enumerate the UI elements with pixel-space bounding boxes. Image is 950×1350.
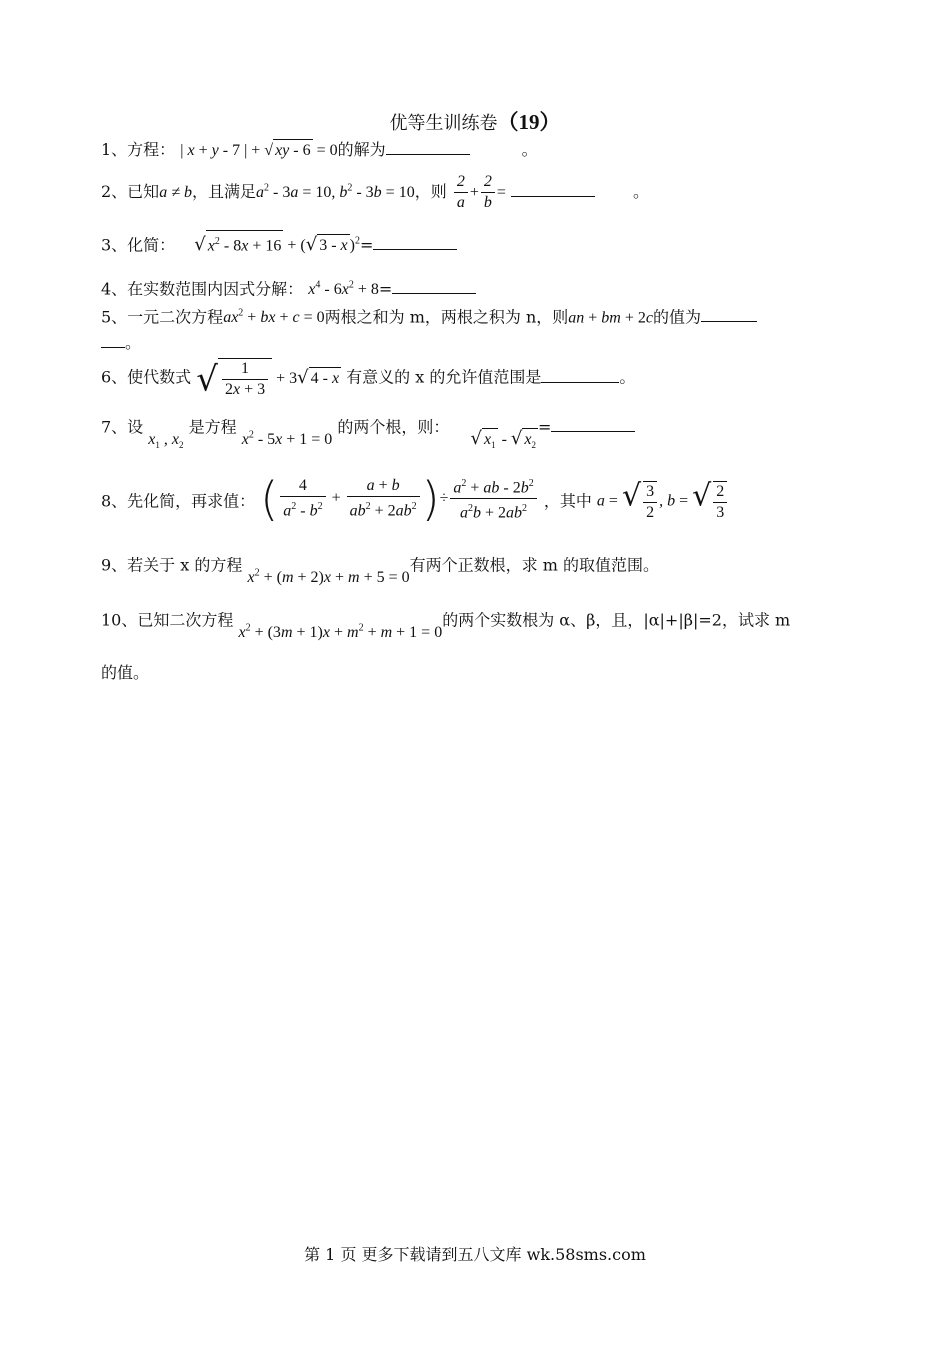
question-10-cont: 的值。	[101, 663, 150, 682]
question-7: 7、设 $x_1$ , $x_2$ 是方程 $x^2 - 5x + 1 = 0$ 的两个根，则： √ $x_1$ - √ $x_2=$	[101, 413, 635, 445]
q5-equation: $ax^2$ + bx + c = 0	[223, 308, 325, 327]
answer-blank[interactable]	[511, 180, 595, 197]
answer-blank[interactable]	[701, 305, 757, 322]
question-5-cont: 。	[101, 331, 141, 354]
answer-blank[interactable]	[551, 415, 635, 432]
q2-condition: a ≠ b	[159, 184, 192, 201]
question-9: 9、若关于 x 的方程 $x^2 + (m + 2)x + m + 5 = 0$有两个正数根，求 m 的取值范围。	[101, 555, 659, 587]
question-2: 2、已知a ≠ b，且满足$a^2 - 3a = 10$, $b^2 - 3b = 10$，则 $\frac{2}{a}$ + $\frac{2}{b}$ = 。	[101, 173, 649, 211]
answer-blank[interactable]	[386, 138, 470, 155]
question-3: 3、化简： √ $x^2 - 8x + 16$ + (√ 3 - x )$^2$=	[101, 230, 457, 257]
page-title: 优等生训练卷（19）	[389, 110, 561, 134]
q4-expression: $x^4 - 6x^2 + 8$	[308, 280, 379, 299]
q7-equation: $x^2 - 5x + 1 = 0$	[241, 430, 333, 449]
q7-expression: √ $x_1$ - √ $x_2$	[471, 431, 539, 448]
q9-equation: $x^2 + (m + 2)x + m + 5 = 0$	[247, 568, 410, 587]
q10-equation: $x^2 + (3m + 1)x + m^2 + m + 1 = 0$	[238, 623, 443, 642]
q8-values: a = √ $\frac{3}{2}$ , b = √ $\frac{2}{3}$	[597, 481, 729, 523]
answer-blank[interactable]	[373, 233, 457, 250]
q3-expression: √ $x^2 - 8x + 16$ + (√ 3 - x )$^2$	[194, 237, 360, 254]
footer: 第 1 页 更多下载请到五八文库 wk.58sms.com	[304, 1245, 646, 1264]
q8-expression: ( $\frac{4}{a^2 - b^2}$ + $\frac{a + b}{ab^2 + 2ab^2}$ )÷ $\frac{a^2 + ab - 2b^2}{a^2b + 2ab^2}$	[260, 474, 538, 524]
question-8: 8、先化简，再求值： ( $\frac{4}{a^2 - b^2}$ + $\frac{a + b}{ab^2 + 2ab^2}$ )÷ $\frac{a^2 + ab - 2b^2}{a^2b + 2ab^2}$ ，其中 a = √ $\frac{3}{2}$ , b = √ $\frac{2}{3}$	[101, 480, 729, 524]
q2-equations: $a^2 - 3a = 10$, $b^2 - 3b = 10$	[255, 182, 415, 201]
answer-blank[interactable]	[541, 366, 619, 383]
q6-expression: √ $\frac{1}{2x + 3}$ + 3√ 4 - x	[196, 359, 340, 399]
question-5: 5、一元二次方程$ax^2$ + bx + c = 0两根之和为 m，两根之积为 n，则an + bm + 2c的值为	[101, 303, 757, 329]
question-6: 6、使代数式 √ $\frac{1}{2x + 3}$ + 3√ 4 - x 有意义的 x 的允许值范围是 。	[101, 359, 636, 399]
question-1: 1、方程： | x + y - 7 | + √ xy - 6 = 0的解为 。	[101, 138, 538, 162]
question-10: 10、已知二次方程 $x^2 + (3m + 1)x + m^2 + m + 1 = 0$的两个实数根为 α、β，且，|α|+|β|=2，试求 m	[101, 610, 791, 642]
question-4: 4、在实数范围内因式分解： $x^4 - 6x^2 + 8=$	[101, 275, 476, 301]
answer-blank[interactable]	[392, 277, 476, 294]
q7-roots: $x_1$ , $x_2$	[148, 431, 184, 451]
q5-expression: an + bm + 2c	[568, 309, 653, 327]
q1-equation: | x + y - 7 | + √ xy - 6 = 0	[180, 142, 337, 159]
